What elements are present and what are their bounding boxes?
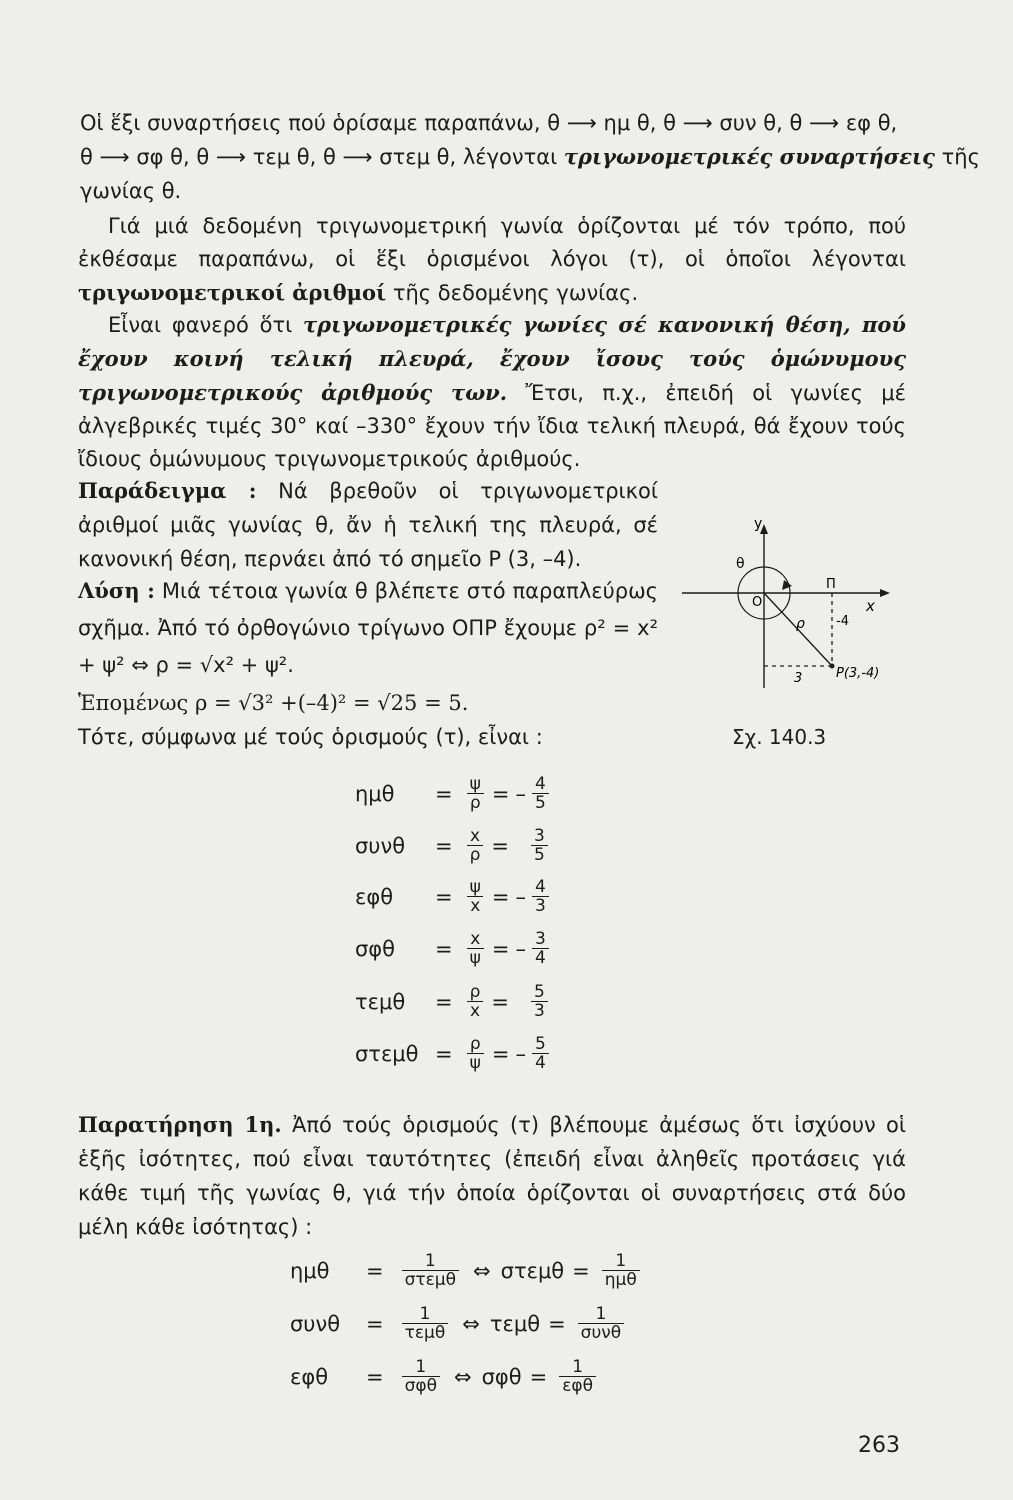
label-pi: Π <box>826 577 836 592</box>
equals-sign: = <box>435 989 453 1014</box>
fraction <box>467 1035 484 1072</box>
fraction <box>402 1252 459 1289</box>
equation-lhs: συνθ <box>355 833 406 858</box>
equation-row <box>355 775 553 812</box>
paragraph-3 <box>78 308 906 476</box>
denominator: x <box>467 1001 483 1020</box>
denominator: 5 <box>532 793 549 812</box>
fraction <box>402 1305 449 1342</box>
denominator: στεμθ <box>402 1270 459 1289</box>
example-label: Παράδειγμα : <box>78 478 257 503</box>
denominator: ψ <box>467 948 484 967</box>
example-text: Νά βρεθοῦν οἱ τριγωνομετρικοί ἀριθμοί μιᾶς γωνίας θ, ἄν ἡ τελική της πλευρά, σέ κανονική θέση, περνάει ἀπό τό σημεῖο Ρ (3, –4). <box>78 479 658 571</box>
point-p <box>830 664 835 669</box>
fraction <box>467 775 484 812</box>
denominator: τεμθ <box>402 1323 449 1342</box>
solution-text: Μιά τέτοια γωνία θ βλέπετε στό παραπλεύρως σχῆμα. Ἀπό τό ὀρθογώνιο τρίγωνο ΟΠΡ ἔχουμε ρ² = x² + ψ² ⇔ ρ = √x² + ψ². <box>78 579 658 677</box>
x-axis-arrow <box>880 589 890 597</box>
numerator: 1 <box>419 1304 431 1324</box>
equals-sign: = <box>548 1311 566 1336</box>
intro-text: στεμ θ, λέγονται <box>379 145 558 169</box>
numerator: 1 <box>595 1304 607 1324</box>
figure-caption: Σχ. 140.3 <box>732 725 827 749</box>
denominator: ημθ <box>602 1270 640 1289</box>
intro-text: συν θ, θ <box>719 111 803 135</box>
equals-sign: = <box>366 1364 384 1389</box>
numerator: 4 <box>534 774 546 794</box>
para-text: Εἶναι φανερό ὅτι <box>108 313 293 337</box>
remark-text: Ἀπό τούς ὁρισμούς (τ) βλέπουμε ἀμέσως ὅτι ἰσχύουν οἱ ἑξῆς ἰσότητες, πού εἶναι ταυτότητες (ἐπειδή εἶναι ἀληθεῖς προτάσεις γιά κάθε τιμή τῆς γωνίας θ, γιά τήν ὁποία ὁρίζονται οἱ συναρτήσεις στά δύο μέλη κάθε ἰσότητας) : <box>78 1113 906 1239</box>
equation-row <box>355 930 553 967</box>
intro-line-3: γωνίας θ. <box>80 179 182 203</box>
equals-sign: = <box>491 884 510 909</box>
fraction <box>532 878 549 915</box>
denominator: συνθ <box>578 1323 625 1342</box>
numerator: ρ <box>469 982 481 1002</box>
identity-lhs: εφθ <box>290 1364 329 1389</box>
intro-text: τῆς <box>941 145 980 169</box>
label-neg4: -4 <box>836 614 849 629</box>
label-3: 3 <box>794 671 803 686</box>
equivalence-sign: ⇔ <box>454 1364 472 1389</box>
label-o: O <box>752 595 763 610</box>
identity-lhs: συνθ <box>290 1311 341 1336</box>
identity-lhs: ημθ <box>290 1258 330 1283</box>
fraction <box>602 1252 640 1289</box>
identity-rhs: σφθ <box>481 1364 522 1389</box>
arrow-icon: ⟶ <box>566 111 597 135</box>
equals-sign: = <box>435 884 453 909</box>
identity-row <box>290 1358 600 1395</box>
numerator: 3 <box>534 826 545 846</box>
equals-sign: = <box>366 1311 384 1336</box>
sign: – <box>515 781 526 806</box>
equivalence-sign: ⇔ <box>462 1311 480 1336</box>
fraction <box>467 827 484 864</box>
equals-sign: = <box>491 989 510 1014</box>
label-point: P(3,-4) <box>836 666 880 681</box>
denominator: 3 <box>531 1001 548 1020</box>
numerator: 3 <box>534 929 546 949</box>
denominator: ρ <box>467 793 484 812</box>
numerator: 1 <box>615 1251 627 1271</box>
solution-line-defs: Τότε, σύμφωνα μέ τούς ὁρισμούς (τ), εἶναι : <box>78 725 543 749</box>
identity-row <box>290 1252 644 1289</box>
equation-lhs: τεμθ <box>355 989 406 1014</box>
bold-term: τριγωνομετρικοί ἀριθμοί <box>78 280 387 305</box>
sign: – <box>515 936 526 961</box>
sign: – <box>515 884 526 909</box>
fraction <box>532 775 549 812</box>
arrow-icon: ⟶ <box>342 145 373 169</box>
fraction <box>467 983 484 1020</box>
para-text: Γιά μιά δεδομένη τριγωνομετρική γωνία ὁρίζονται μέ τόν τρόπο, πού ἐκθέσαμε παραπάνω, οἱ ἕξι ὁρισμένοι λόγοι (τ), οἱ ὁποῖοι λέγονται <box>78 214 906 271</box>
numerator: 4 <box>534 877 546 897</box>
numerator: ρ <box>469 1034 481 1054</box>
solution-label: Λύση : <box>78 578 155 603</box>
denominator: ψ <box>467 1053 484 1072</box>
numerator: ψ <box>469 877 481 897</box>
numerator: 1 <box>424 1251 436 1271</box>
para-text: Ἔτσι, π.χ., ἐπειδή οἱ γωνίες μέ ἀλγεβρικές τιμές 30° καί –330° ἔχουν τήν ἴδια τελική πλευρά, θά ἔχουν τούς ἴδιους ὁμώνυμους τριγωνομετρικούς ἀριθμούς. <box>78 381 906 471</box>
equals-sign: = <box>572 1258 590 1283</box>
equals-sign: = <box>491 1041 510 1066</box>
denominator: 3 <box>532 896 549 915</box>
bold-term: τριγωνομετρικές συναρτήσεις <box>563 144 935 169</box>
equals-sign: = <box>491 833 510 858</box>
equals-sign: = <box>491 936 510 961</box>
label-y: y <box>754 516 763 532</box>
arrow-icon: ⟶ <box>99 145 130 169</box>
fraction <box>531 827 548 864</box>
sign: – <box>515 1041 526 1066</box>
equals-sign: = <box>435 936 453 961</box>
para-text: τῆς δεδομένης γωνίας. <box>392 281 639 305</box>
denominator: ρ <box>467 845 484 864</box>
denominator: x <box>467 896 483 915</box>
intro-text: θ <box>80 145 93 169</box>
label-rho: ρ <box>796 616 805 632</box>
equation-row <box>355 827 552 864</box>
intro-line-2 <box>80 142 980 172</box>
fraction <box>532 1035 549 1072</box>
intro-line-1 <box>80 108 897 138</box>
figure-140-3 <box>676 510 906 700</box>
numerator: 1 <box>415 1357 427 1377</box>
equals-sign: = <box>529 1364 548 1389</box>
arrow-icon: ⟶ <box>215 145 247 169</box>
denominator: 4 <box>532 948 549 967</box>
equivalence-sign: ⇔ <box>473 1258 491 1283</box>
equals-sign: = <box>435 1041 453 1066</box>
solution-paragraph <box>78 572 658 684</box>
paragraph-2 <box>78 210 906 310</box>
numerator: x <box>470 929 481 949</box>
denominator: εφθ <box>559 1376 596 1395</box>
fraction <box>531 983 548 1020</box>
numerator: 5 <box>534 1034 546 1054</box>
fraction <box>467 878 484 915</box>
intro-text: τεμ θ, θ <box>252 145 336 169</box>
fraction <box>559 1358 596 1395</box>
fraction <box>402 1358 440 1395</box>
remark-label: Παρατήρηση 1η. <box>78 1112 282 1137</box>
arrow-icon: ⟶ <box>682 111 713 135</box>
numerator: 1 <box>572 1357 584 1377</box>
fraction <box>578 1305 625 1342</box>
page-number: 263 <box>858 1433 900 1458</box>
identity-row <box>290 1305 628 1342</box>
label-x: x <box>866 597 875 615</box>
intro-text: ημ θ, θ <box>603 111 676 135</box>
identity-rhs: τεμθ <box>489 1311 541 1336</box>
fraction <box>467 930 484 967</box>
arrow-icon: ⟶ <box>809 111 840 135</box>
intro-text: σφ θ, θ <box>136 145 210 169</box>
identity-rhs: στεμθ <box>500 1258 565 1283</box>
equation-row <box>355 983 552 1020</box>
fraction <box>532 930 549 967</box>
equals-sign: = <box>435 781 453 806</box>
numerator: 5 <box>534 982 545 1002</box>
equation-row <box>355 1035 553 1072</box>
bold-term: τριγωνομετρικές γωνίες σέ κανονική θέση, πού ἔχουν κοινή τελική πλευρά, ἔχουν ἴσους τούς ὁμώνυμους τριγωνομετρικούς ἀριθμούς των. <box>78 312 906 405</box>
equals-sign: = <box>491 781 510 806</box>
equals-sign: = <box>435 833 453 858</box>
equation-lhs: στεμθ <box>355 1041 419 1066</box>
numerator: x <box>469 826 481 846</box>
equation-lhs: εφθ <box>355 884 394 909</box>
solution-line-rho: Ἑπομένως ρ = √3² +(–4)² = √25 = 5. <box>78 691 469 715</box>
numerator: ψ <box>469 774 481 794</box>
equation-row <box>355 878 553 915</box>
label-theta: θ <box>736 556 745 572</box>
equation-lhs: σφθ <box>355 936 396 961</box>
denominator: 5 <box>531 845 548 864</box>
denominator: 4 <box>532 1053 549 1072</box>
example-paragraph <box>78 474 658 576</box>
intro-text: εφ θ, <box>845 111 898 135</box>
equation-lhs: ημθ <box>355 781 395 806</box>
denominator: σφθ <box>402 1376 440 1395</box>
intro-text: Οἱ ἕξι συναρτήσεις πού ὁρίσαμε παραπάνω, θ <box>80 111 561 135</box>
remark-paragraph <box>78 1108 906 1244</box>
equals-sign: = <box>366 1258 384 1283</box>
